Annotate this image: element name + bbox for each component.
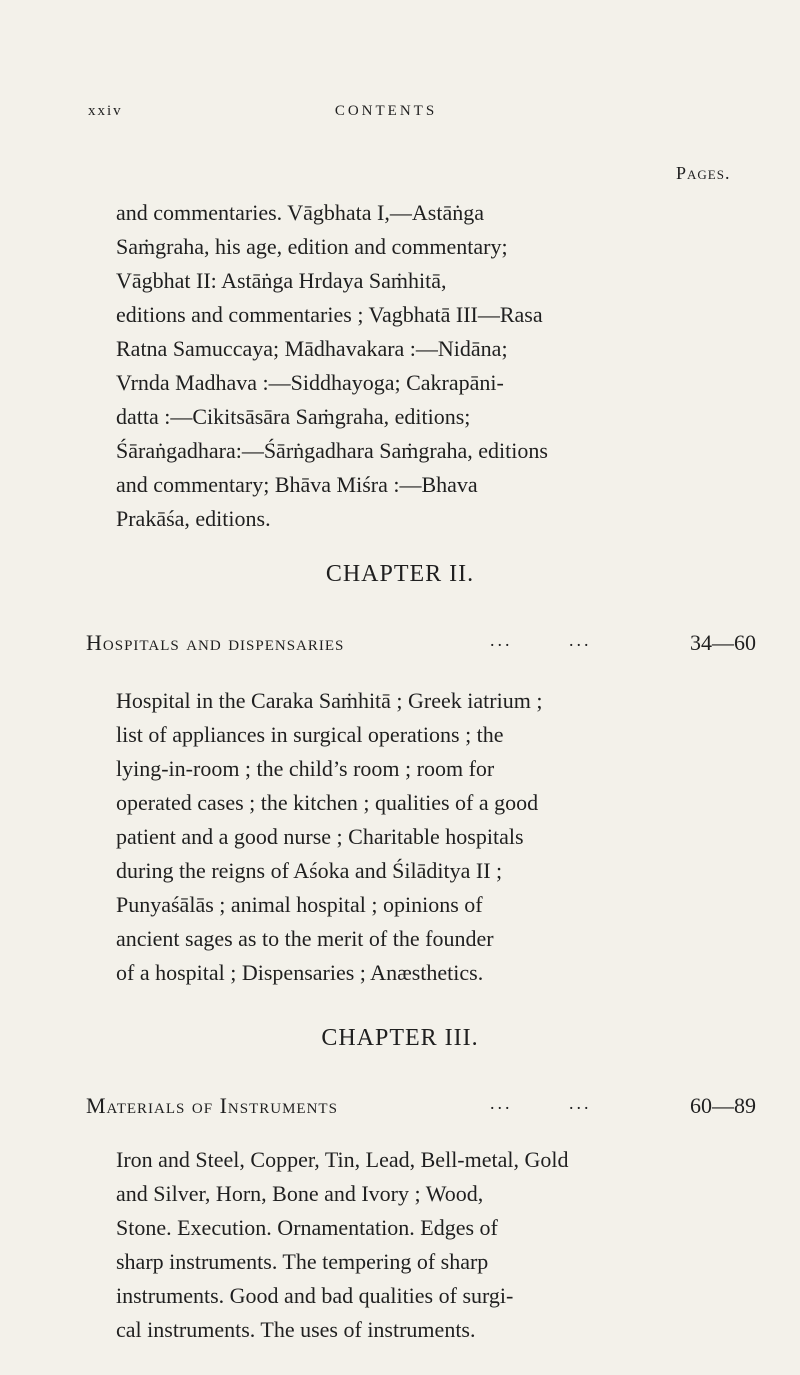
- text-line: Vāgbhat II: Astāṅga Hrdaya Saṁhitā,: [116, 268, 447, 293]
- chapter-2-summary: [116, 684, 724, 990]
- text-line: Punyaśālās ; animal hospital ; opinions of: [116, 892, 483, 917]
- chapter-2-heading: CHAPTER II.: [325, 561, 475, 587]
- text-line: lying-in-room ; the child’s room ; room for: [116, 756, 495, 781]
- text-line: of a hospital ; Dispensaries ; Anæsthetics.: [116, 960, 484, 985]
- section-title: Materials of Instruments: [86, 1093, 338, 1118]
- text-line: sharp instruments. The tempering of sharp: [116, 1249, 489, 1274]
- text-line: operated cases ; the kitchen ; qualities of a good: [116, 790, 539, 815]
- text-line: Saṁgraha, his age, edition and commentary;: [116, 234, 508, 259]
- text-line: patient and a good nurse ; Charitable hospitals: [116, 824, 524, 849]
- section-page-range: 34—60: [690, 630, 756, 655]
- text-line: datta :—Cikitsāsāra Saṁgraha, editions;: [116, 404, 471, 429]
- text-line: list of appliances in surgical operations ; the: [116, 722, 504, 747]
- intro-paragraph: [116, 196, 724, 536]
- leader-dots: ...: [569, 1093, 592, 1113]
- text-line: editions and commentaries ; Vagbhatā III—Rasa: [116, 302, 543, 327]
- running-title: CONTENTS: [334, 103, 438, 119]
- pages-column-label: Pages.: [676, 163, 731, 183]
- chapter-3-heading: CHAPTER III.: [321, 1025, 479, 1051]
- text-line: and Silver, Horn, Bone and Ivory ; Wood,: [116, 1181, 484, 1206]
- text-line: during the reigns of Aśoka and Śilāditya II ;: [116, 858, 503, 883]
- text-line: Stone. Execution. Ornamentation. Edges of: [116, 1215, 498, 1240]
- running-head: [88, 103, 684, 129]
- text-line: cal instruments. The uses of instruments.: [116, 1317, 476, 1342]
- page-number: xxiv: [88, 103, 123, 119]
- text-line: Śāraṅgadhara:—Śārṅgadhara Saṁgraha, editions: [116, 438, 548, 463]
- text-line: Prakāśa, editions.: [116, 506, 271, 531]
- chapter-3-section-heading: [86, 1093, 756, 1123]
- section-title: Hospitals and dispensaries: [86, 630, 345, 655]
- leader-dots: ...: [490, 1093, 513, 1113]
- text-line: Ratna Samuccaya; Mādhavakara :—Nidāna;: [116, 336, 508, 361]
- chapter-2-section-heading: [86, 630, 756, 660]
- text-line: Hospital in the Caraka Saṁhitā ; Greek iatrium ;: [116, 688, 543, 713]
- leader-dots: ...: [569, 630, 592, 650]
- text-line: ancient sages as to the merit of the founder: [116, 926, 494, 951]
- text-line: Vrnda Madhava :—Siddhayoga; Cakrapāni-: [116, 370, 504, 395]
- section-page-range: 60—89: [690, 1093, 756, 1118]
- leader-dots: ...: [490, 630, 513, 650]
- chapter-3-summary: [116, 1143, 724, 1347]
- text-line: Iron and Steel, Copper, Tin, Lead, Bell-metal, Gold: [116, 1147, 569, 1172]
- text-line: and commentaries. Vāgbhata I,—Astāṅga: [116, 200, 484, 225]
- text-line: and commentary; Bhāva Miśra :—Bhava: [116, 472, 478, 497]
- text-line: instruments. Good and bad qualities of surgi-: [116, 1283, 514, 1308]
